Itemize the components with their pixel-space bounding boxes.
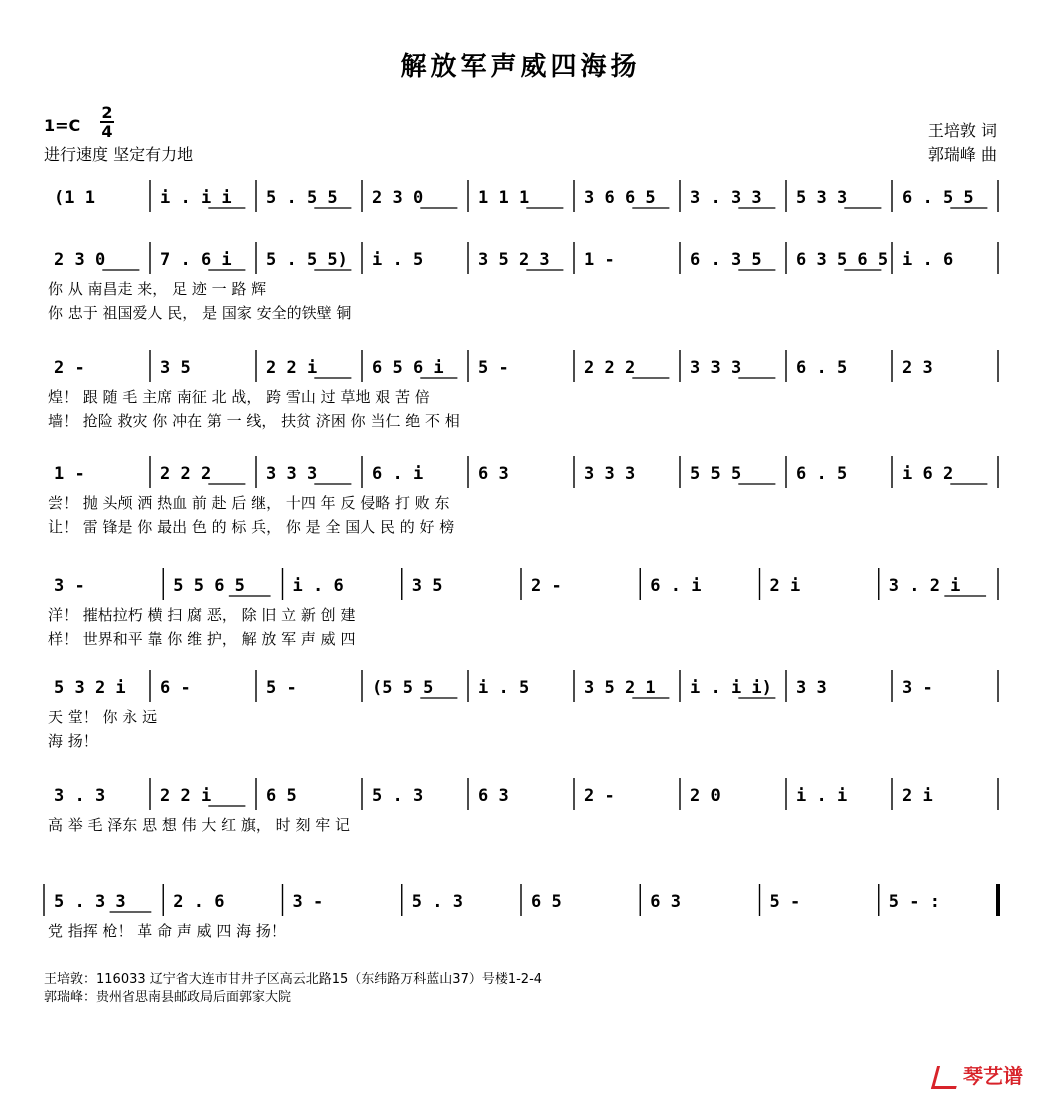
measure: i . i i	[160, 188, 232, 208]
lyric-line: 党 指挥 枪！ 革 命 声 威 四 海 扬！	[48, 922, 286, 940]
measure: 2 3 0	[372, 188, 424, 208]
measure: i . 6	[292, 576, 344, 596]
measure: 3 5	[160, 358, 191, 378]
lyric-line: 样！ 世界和平 靠 你 维 护， 解 放 军 声 威 四	[48, 630, 356, 648]
measure: 5 . 3	[372, 786, 424, 806]
measure: 5 - :	[888, 892, 940, 912]
measure: 5 -	[769, 892, 801, 912]
measure: 2 i	[769, 576, 801, 596]
measure: 3 5	[411, 576, 443, 596]
measure: 6 3	[478, 464, 509, 484]
measure: 5 -	[478, 358, 509, 378]
measure: (5 5 5	[372, 678, 434, 698]
measure: 6 5 6 i	[372, 358, 444, 378]
measure: 6 . 5	[796, 464, 848, 484]
measure: 3 3 3	[690, 358, 742, 378]
measure: 6 3	[650, 892, 681, 912]
measure: 5 . 5 5)	[266, 250, 348, 270]
watermark-text: 琴艺谱	[963, 1064, 1023, 1088]
measure: 3 -	[902, 678, 933, 698]
lyric-line: 你 从 南昌走 来， 足 迹 一 路 辉	[48, 280, 267, 298]
lyric-line: 天 堂！ 你 永 远	[48, 708, 158, 726]
system-4	[48, 456, 998, 536]
measure: 2 i	[902, 786, 933, 806]
measure: 1 -	[54, 464, 85, 484]
lyric-line: 煌！ 跟 随 毛 主席 南征 北 战， 跨 雪山 过 草地 艰 苦 倍	[48, 388, 430, 406]
system-5	[48, 568, 998, 648]
address-line-composer: 郭瑞峰：贵州省思南县邮政局后面郭家大院	[44, 990, 292, 1005]
time-signature-bottom: 4	[101, 122, 113, 141]
measure: i . i i)	[690, 678, 772, 698]
system-1	[54, 180, 998, 212]
measure: 5 . 3 3	[54, 892, 126, 912]
measure: (1 1	[54, 188, 95, 208]
measure: 7 . 6 i	[160, 250, 232, 270]
measure: i . i	[796, 786, 848, 806]
measure: 5 3 2 i	[54, 678, 126, 698]
lyric-line: 墙！ 抢险 救灾 你 冲在 第 一 线， 扶贫 济困 你 当仁 绝 不 相	[48, 412, 460, 430]
measure: i . 5	[478, 678, 530, 698]
lyric-line: 洋！ 摧枯拉朽 横 扫 腐 恶， 除 旧 立 新 创 建	[48, 606, 356, 624]
measure: 6 . i	[650, 576, 702, 596]
measure: 1 -	[584, 250, 615, 270]
measure: 3 -	[292, 892, 324, 912]
system-7	[48, 778, 998, 834]
time-signature-top: 2	[101, 103, 113, 122]
measure: 2 -	[531, 576, 562, 596]
address-line-lyricist: 王培敦：116033 辽宁省大连市甘井子区高云北路15（东纬路万科蓝山37）号楼1-2-4	[44, 972, 543, 987]
system-3	[48, 350, 998, 430]
measure: 3 . 3	[54, 786, 106, 806]
measure: 3 . 2 i	[888, 576, 961, 596]
measure: 3 5 2 1	[584, 678, 656, 698]
measure: 5 5 6 5	[173, 576, 245, 596]
measure: 2 2 2	[160, 464, 212, 484]
measure: 6 5	[531, 892, 562, 912]
lyric-line: 海 扬！	[48, 732, 98, 750]
measure: 2 -	[584, 786, 615, 806]
measure: 2 -	[54, 358, 85, 378]
measure: i . 5	[372, 250, 424, 270]
lyric-line: 让！ 雷 锋是 你 最出 色 的 标 兵， 你 是 全 国人 民 的 好 榜	[48, 518, 455, 536]
measure: 5 . 5 5	[266, 188, 338, 208]
measure: i 6 2	[902, 464, 954, 484]
measure: 2 3 0	[54, 250, 106, 270]
measure: 3 3 3	[266, 464, 318, 484]
measure: 2 2 2	[584, 358, 636, 378]
watermark-logo	[934, 1060, 1023, 1089]
measure: 3 6 6 5	[584, 188, 656, 208]
measure: 3 . 3 3	[690, 188, 762, 208]
lyric-line: 尝！ 抛 头颅 洒 热血 前 赴 后 继， 十四 年 反 侵略 打 败 东	[48, 494, 450, 512]
measure: 5 -	[266, 678, 297, 698]
measure: 6 -	[160, 678, 191, 698]
system-8	[44, 884, 998, 940]
lyricist-credit: 王培敦 词	[927, 121, 997, 140]
measure: 6 . 5 5	[902, 188, 974, 208]
measure: 2 2 i	[266, 358, 318, 378]
measure: 6 . 5	[796, 358, 848, 378]
measure: i . 6	[902, 250, 954, 270]
composer-credit: 郭瑞峰 曲	[927, 145, 997, 164]
lyric-line: 高 举 毛 泽东 思 想 伟 大 红 旗， 时 刻 牢 记	[48, 816, 350, 834]
measure: 5 3 3	[796, 188, 848, 208]
logo-icon	[931, 1066, 962, 1089]
measure: 2 2 i	[160, 786, 212, 806]
measure: 6 3 5 6 5	[796, 250, 889, 270]
system-2	[48, 242, 998, 322]
measure: 3 3 3	[584, 464, 636, 484]
system-6	[48, 670, 998, 750]
measure: 6 . i	[372, 464, 424, 484]
measure: 5 5 5	[690, 464, 742, 484]
measure: 5 . 3	[411, 892, 463, 912]
key-signature: 1=C	[44, 116, 81, 135]
page-title: 解放军声威四海扬	[400, 52, 641, 82]
measure: 3 5 2 3	[478, 250, 550, 270]
measure: 2 3	[902, 358, 933, 378]
measure: 3 3	[796, 678, 827, 698]
measure: 1 1 1	[478, 188, 530, 208]
tempo-marking: 进行速度 坚定有力地	[44, 145, 194, 164]
measure: 6 . 3 5	[690, 250, 762, 270]
measure: 2 . 6	[173, 892, 225, 912]
measure: 2 0	[690, 786, 721, 806]
measure: 3 -	[54, 576, 85, 596]
measure: 6 5	[266, 786, 297, 806]
measure: 6 3	[478, 786, 509, 806]
lyric-line: 你 忠于 祖国爱人 民， 是 国家 安全的铁壁 铜	[48, 304, 352, 322]
